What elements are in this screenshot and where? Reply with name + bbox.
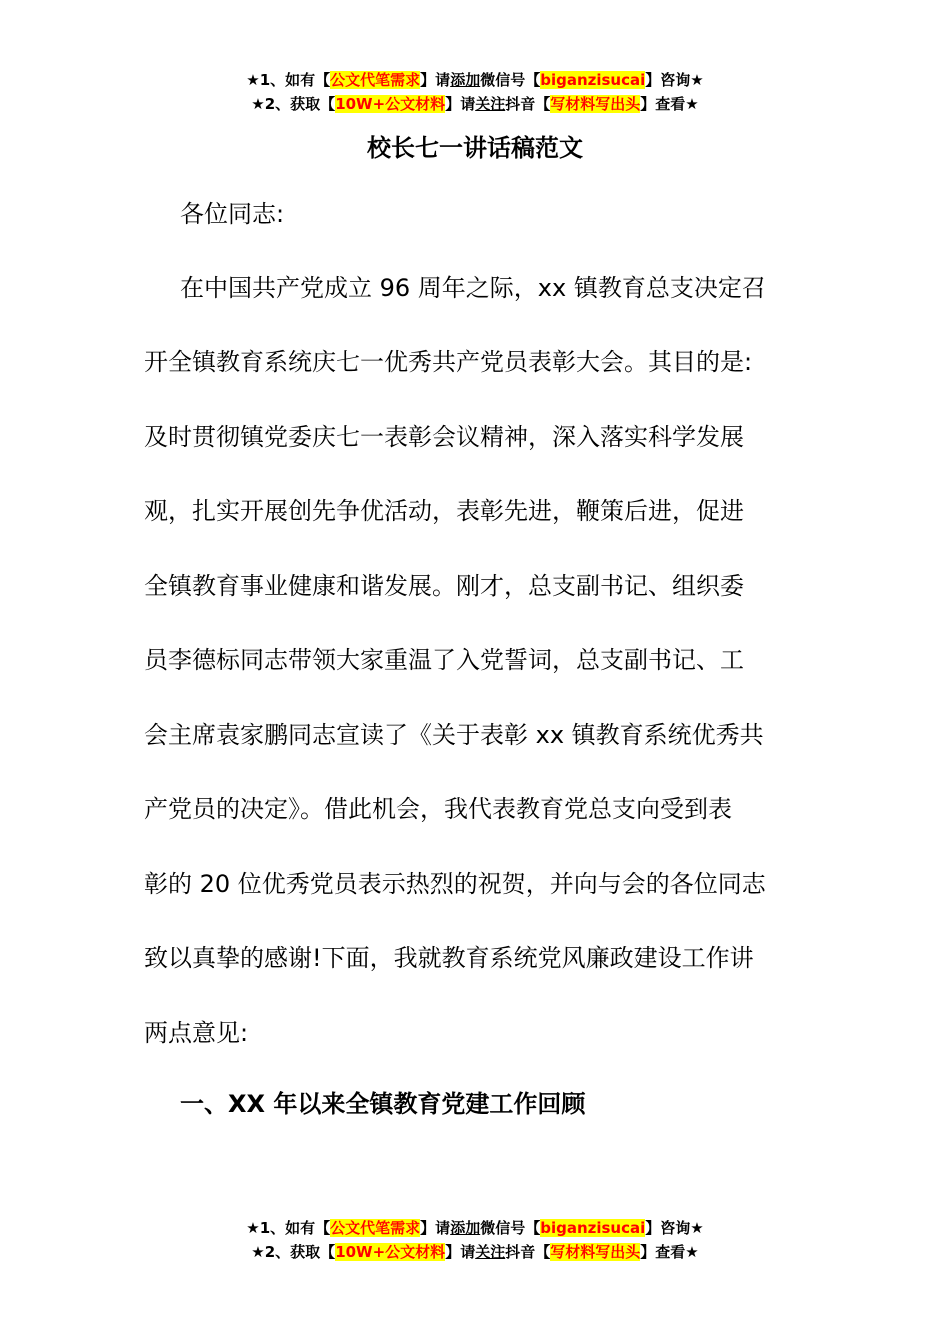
promo-highlight: 公文代笔需求 bbox=[330, 71, 421, 89]
paragraph-line: 两点意见: bbox=[144, 1019, 249, 1047]
promo-text: 】请 bbox=[420, 71, 451, 89]
promo-text: ★2、获取【 bbox=[251, 1243, 336, 1261]
top-promo-banner bbox=[0, 68, 950, 116]
promo-text: 】咨询★ bbox=[645, 1219, 704, 1237]
document-title: 校长七一讲话稿范文 bbox=[367, 134, 583, 162]
paragraph-line: 彰的 20 位优秀党员表示热烈的祝贺，并向与会的各位同志 bbox=[144, 870, 766, 898]
promo-wechat-id: biganzisucai bbox=[540, 1219, 646, 1237]
paragraph-line: 开全镇教育系统庆七一优秀共产党员表彰大会。其目的是: bbox=[144, 348, 753, 376]
promo-douyin-id: 写材料写出头 bbox=[550, 95, 641, 113]
paragraph-line: 在中国共产党成立 96 周年之际，xx 镇教育总支决定召 bbox=[180, 274, 766, 302]
promo-highlight: 公文代笔需求 bbox=[330, 1219, 421, 1237]
promo-line-2 bbox=[0, 92, 950, 116]
promo-text: ★1、如有【 bbox=[246, 71, 331, 89]
promo-line-1 bbox=[0, 1216, 950, 1240]
promo-text: 微信号【 bbox=[480, 71, 541, 89]
promo-underlined: 关注 bbox=[475, 95, 506, 113]
promo-text: ★2、获取【 bbox=[251, 95, 336, 113]
paragraph-line: 致以真挚的感谢!下面，我就教育系统党风廉政建设工作讲 bbox=[144, 944, 754, 972]
bottom-promo-banner bbox=[0, 1216, 950, 1264]
promo-underlined: 添加 bbox=[450, 1219, 481, 1237]
promo-highlight: 10W+公文材料 bbox=[335, 1243, 446, 1261]
promo-text: 抖音【 bbox=[505, 95, 551, 113]
paragraph-line: 观，扎实开展创先争优活动，表彰先进，鞭策后进，促进 bbox=[144, 497, 744, 525]
promo-underlined: 关注 bbox=[475, 1243, 506, 1261]
promo-text: 】请 bbox=[445, 1243, 476, 1261]
promo-highlight: 10W+公文材料 bbox=[335, 95, 446, 113]
promo-text: 】请 bbox=[420, 1219, 451, 1237]
promo-text: 】请 bbox=[445, 95, 476, 113]
paragraph-line: 员李德标同志带领大家重温了入党誓词，总支副书记、工 bbox=[144, 646, 744, 674]
promo-text: 抖音【 bbox=[505, 1243, 551, 1261]
promo-text: 微信号【 bbox=[480, 1219, 541, 1237]
paragraph-line: 会主席袁家鹏同志宣读了《关于表彰 xx 镇教育系统优秀共 bbox=[144, 721, 764, 749]
promo-wechat-id: biganzisucai bbox=[540, 71, 646, 89]
promo-douyin-id: 写材料写出头 bbox=[550, 1243, 641, 1261]
paragraph-line: 全镇教育事业健康和谐发展。刚才，总支副书记、组织委 bbox=[144, 572, 744, 600]
promo-underlined: 添加 bbox=[450, 71, 481, 89]
promo-line-1 bbox=[0, 68, 950, 92]
promo-line-2 bbox=[0, 1240, 950, 1264]
promo-text: 】咨询★ bbox=[645, 71, 704, 89]
salutation: 各位同志: bbox=[180, 200, 285, 228]
paragraph-line: 及时贯彻镇党委庆七一表彰会议精神，深入落实科学发展 bbox=[144, 423, 744, 451]
paragraph-line: 产党员的决定》。借此机会，我代表教育党总支向受到表 bbox=[144, 795, 732, 823]
promo-text: 】查看★ bbox=[640, 95, 699, 113]
promo-text: 】查看★ bbox=[640, 1243, 699, 1261]
promo-text: ★1、如有【 bbox=[246, 1219, 331, 1237]
section-heading: 一、XX 年以来全镇教育党建工作回顾 bbox=[180, 1090, 586, 1118]
